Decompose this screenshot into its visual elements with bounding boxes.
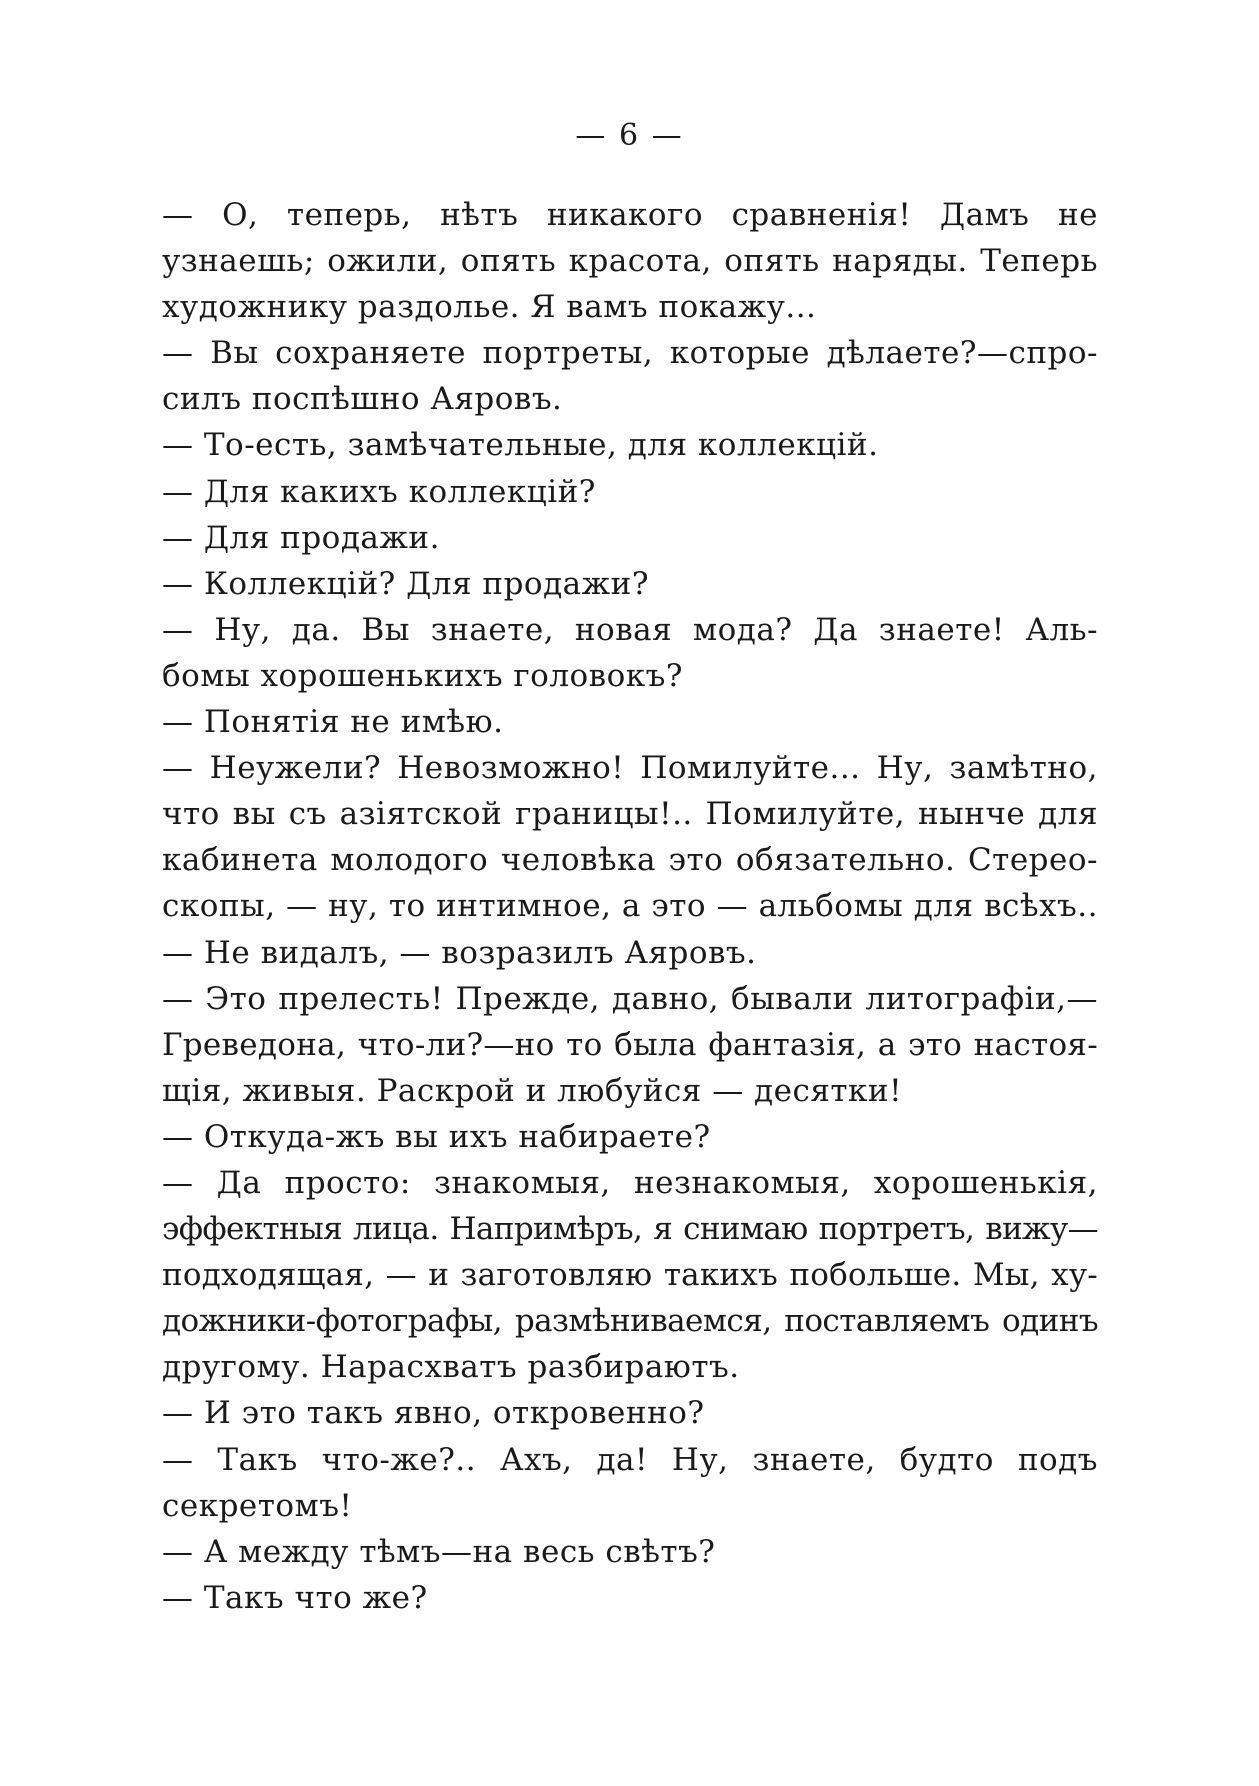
text-line: — Такъ что-же?.. Ахъ, да! Ну, знаете, будто подъ [162, 1441, 1098, 1478]
text-line: — Откуда-жъ вы ихъ набираете? [162, 1118, 711, 1155]
text-line: — И это такъ явно, откровенно? [162, 1395, 705, 1432]
text-line: щія, живыя. Раскрой и любуйся — десятки! [162, 1072, 903, 1109]
text-line: другому. Нарасхватъ разбираютъ. [162, 1349, 740, 1386]
text-line: — Для какихъ коллекцій? [162, 473, 596, 510]
text-line: что вы съ азіятской границы!.. Помилуйте, нынче для [162, 796, 1098, 833]
text-line: скопы, — ну, то интимное, а это — альбомы для всѣхъ.. [162, 888, 1098, 925]
text-line: — Такъ что же? [162, 1579, 428, 1616]
text-line: — Вы сохраняете портреты, которые дѣлаете?—спро- [162, 335, 1098, 372]
text-line: — То-есть, замѣчательные, для коллекцій. [162, 427, 879, 464]
text-line: — Ну, да. Вы знаете, новая мода? Да знаете! Аль- [162, 611, 1098, 648]
text-line: — Да просто: знакомыя, незнакомыя, хорошенькія, [162, 1164, 1098, 1201]
text-line: эффектныя лица. Напримѣръ, я снимаю портретъ, вижу— [162, 1211, 1098, 1248]
page-text-body [162, 192, 1098, 1621]
text-line: подходящая, — и заготовляю такихъ побольше. Мы, ху- [162, 1257, 1098, 1294]
text-line: — Коллекцій? Для продажи? [162, 565, 649, 602]
text-line: — Не видалъ, — возразилъ Аяровъ. [162, 934, 757, 971]
text-line: художнику раздолье. Я вамъ покажу... [162, 289, 817, 326]
text-line: кабинета молодого человѣка это обязательно. Стерео- [162, 842, 1098, 879]
text-line: узнаешь; ожили, опять красота, опять наряды. Теперь [162, 243, 1098, 280]
text-line: Греведона, что-ли?—но то была фантазія, а это настоя- [162, 1026, 1098, 1063]
text-line: силъ поспѣшно Аяровъ. [162, 381, 563, 418]
text-line: — Неужели? Невозможно! Помилуйте... Ну, замѣтно, [162, 750, 1098, 787]
text-line: бомы хорошенькихъ головокъ? [162, 657, 684, 694]
text-line: секретомъ! [162, 1487, 353, 1524]
text-line: — А между тѣмъ—на весь свѣтъ? [162, 1533, 716, 1570]
text-line: — Это прелесть! Прежде, давно, бывали литографіи,— [162, 980, 1098, 1017]
text-line: — Для продажи. [162, 519, 440, 556]
text-line: дожники-фотографы, размѣниваемся, поставляемъ одинъ [162, 1303, 1098, 1340]
page-number: — 6 — [575, 118, 684, 153]
text-line: — О, теперь, нѣтъ никакого сравненія! Дамъ не [162, 197, 1098, 233]
text-line: — Понятія не имѣю. [162, 704, 504, 741]
